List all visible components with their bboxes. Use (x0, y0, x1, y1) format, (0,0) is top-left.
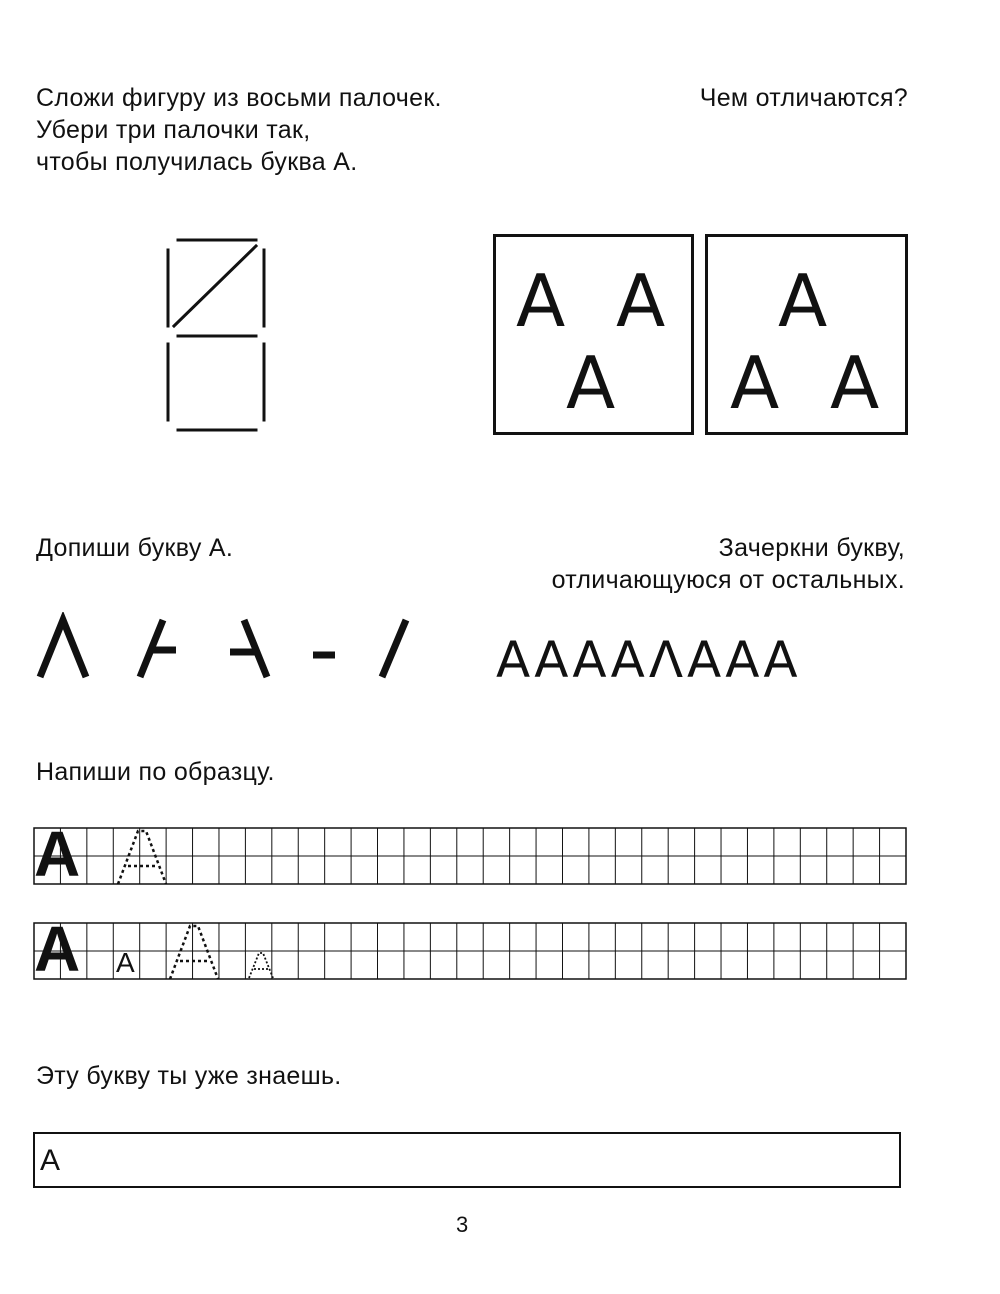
sample-letter-bold-large: А (34, 913, 81, 985)
known-letter: А (40, 1144, 61, 1177)
partial-letter-backslash-bar (230, 620, 267, 677)
known-letters-box (33, 1132, 901, 1188)
task4-line-2: отличающуюся от остальных. (551, 566, 905, 594)
compare-box-left (493, 234, 694, 435)
stick-diagonal (174, 246, 256, 326)
dotted-letter-tracing (114, 828, 170, 886)
box-letter: А (616, 259, 666, 343)
partial-letter-slash (382, 620, 406, 677)
task6-instruction: Эту букву ты уже знаешь. (36, 1062, 342, 1090)
task5-instruction: Напиши по образцу. (36, 758, 275, 786)
sample-letter-small: А (116, 947, 135, 978)
task3-instruction: Допиши букву А. (36, 534, 234, 562)
dotted-letter-tracing-large (166, 923, 222, 981)
partial-letter-slash-bar (140, 620, 176, 677)
compare-box-right (705, 234, 908, 435)
sample-letter-bold: А (34, 818, 81, 890)
page-number: 3 (456, 1212, 469, 1237)
task1-line-2: Убери три палочки так, (36, 116, 311, 144)
task4-line-1: Зачеркни букву, (718, 534, 905, 562)
box-letter: А (778, 259, 828, 343)
box-letter: А (516, 259, 566, 343)
box-letter: А (566, 341, 616, 425)
task1-instruction (36, 82, 442, 178)
stick-figure (150, 230, 280, 440)
box-letter: А (830, 341, 880, 425)
task2-question: Чем отличаются? (699, 84, 908, 112)
writing-grid-row-2[interactable] (33, 922, 908, 982)
task4-instruction (480, 532, 905, 596)
box-letter: А (730, 341, 780, 425)
partial-letter-lambda (40, 620, 86, 677)
task1-line-3: чтобы получилась буква А. (36, 148, 358, 176)
dotted-letter-tracing-small (246, 950, 276, 980)
task1-line-1: Сложи фигуру из восьми палочек. (36, 84, 442, 112)
incomplete-letters (30, 612, 430, 682)
letter-row-find-odd[interactable]: ААААΛААА (496, 631, 802, 689)
